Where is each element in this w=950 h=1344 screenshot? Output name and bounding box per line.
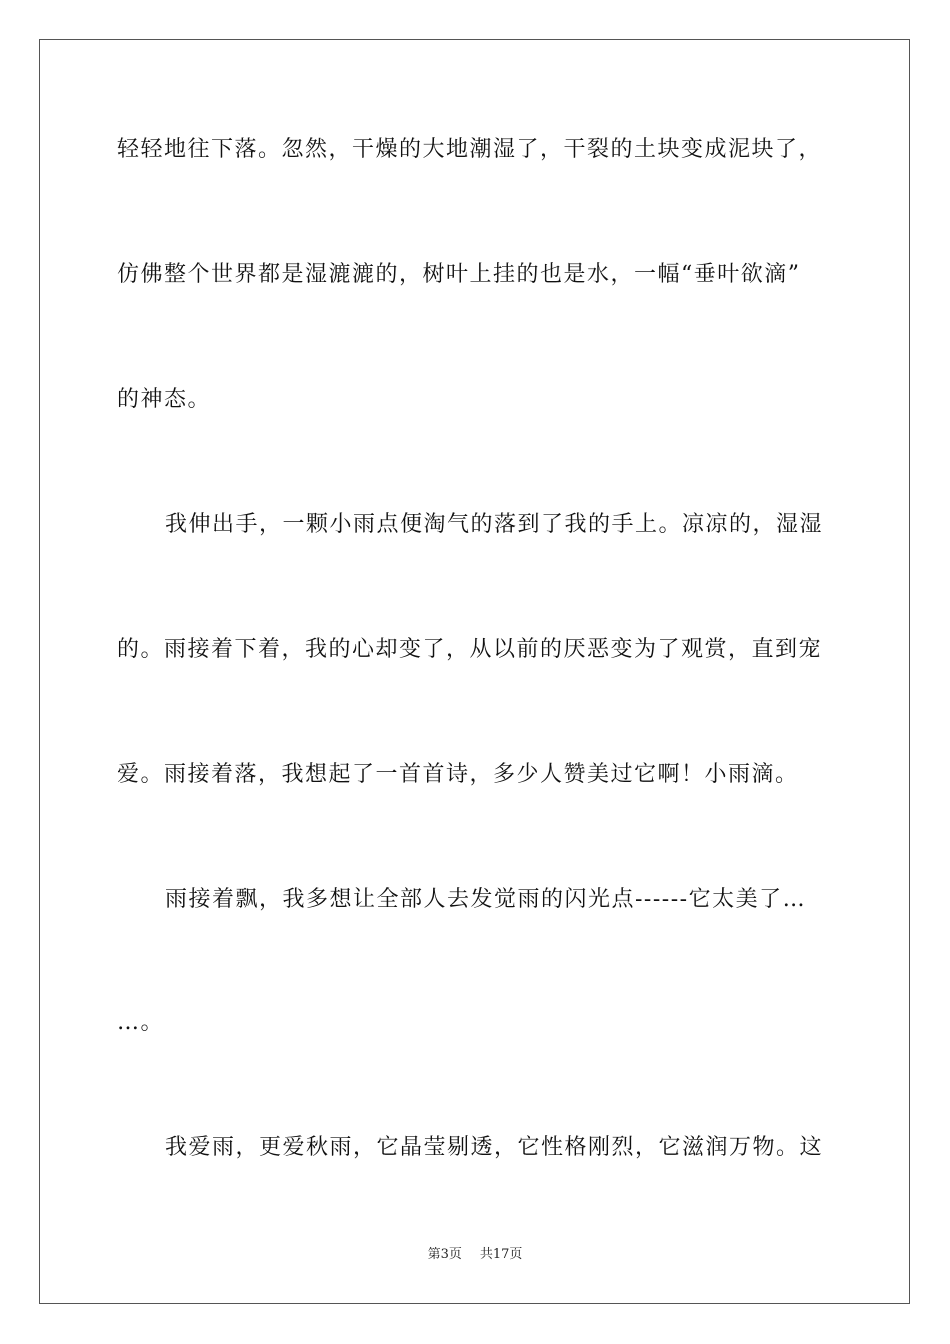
text-line-2: 仿佛整个世界都是湿漉漉的，树叶上挂的也是水，一幅“垂叶欲滴” xyxy=(117,262,801,287)
text-line-6: 爱。雨接着落，我想起了一首首诗，多少人赞美过它啊！小雨滴。 xyxy=(117,762,799,787)
page-footer xyxy=(0,1246,950,1264)
page-total: 共17页 xyxy=(479,1247,523,1262)
text-line-3: 的神态。 xyxy=(117,387,212,412)
page-number: 第3页 xyxy=(427,1247,462,1262)
page-border xyxy=(39,39,910,1304)
text-line-7: 雨接着飘，我多想让全部人去发觉雨的闪光点------它太美了… xyxy=(165,887,807,912)
text-line-9: 我爱雨，更爱秋雨，它晶莹剔透，它性格刚烈，它滋润万物。这 xyxy=(165,1135,824,1160)
text-line-5: 的。雨接着下着，我的心却变了，从以前的厌恶变为了观赏，直到宠 xyxy=(117,637,823,662)
text-line-8: …。 xyxy=(117,1010,165,1035)
text-line-4: 我伸出手，一颗小雨点便淘气的落到了我的手上。凉凉的，湿湿 xyxy=(165,512,824,537)
text-line-1: 轻轻地往下落。忽然，干燥的大地潮湿了，干裂的土块变成泥块了， xyxy=(117,137,823,162)
